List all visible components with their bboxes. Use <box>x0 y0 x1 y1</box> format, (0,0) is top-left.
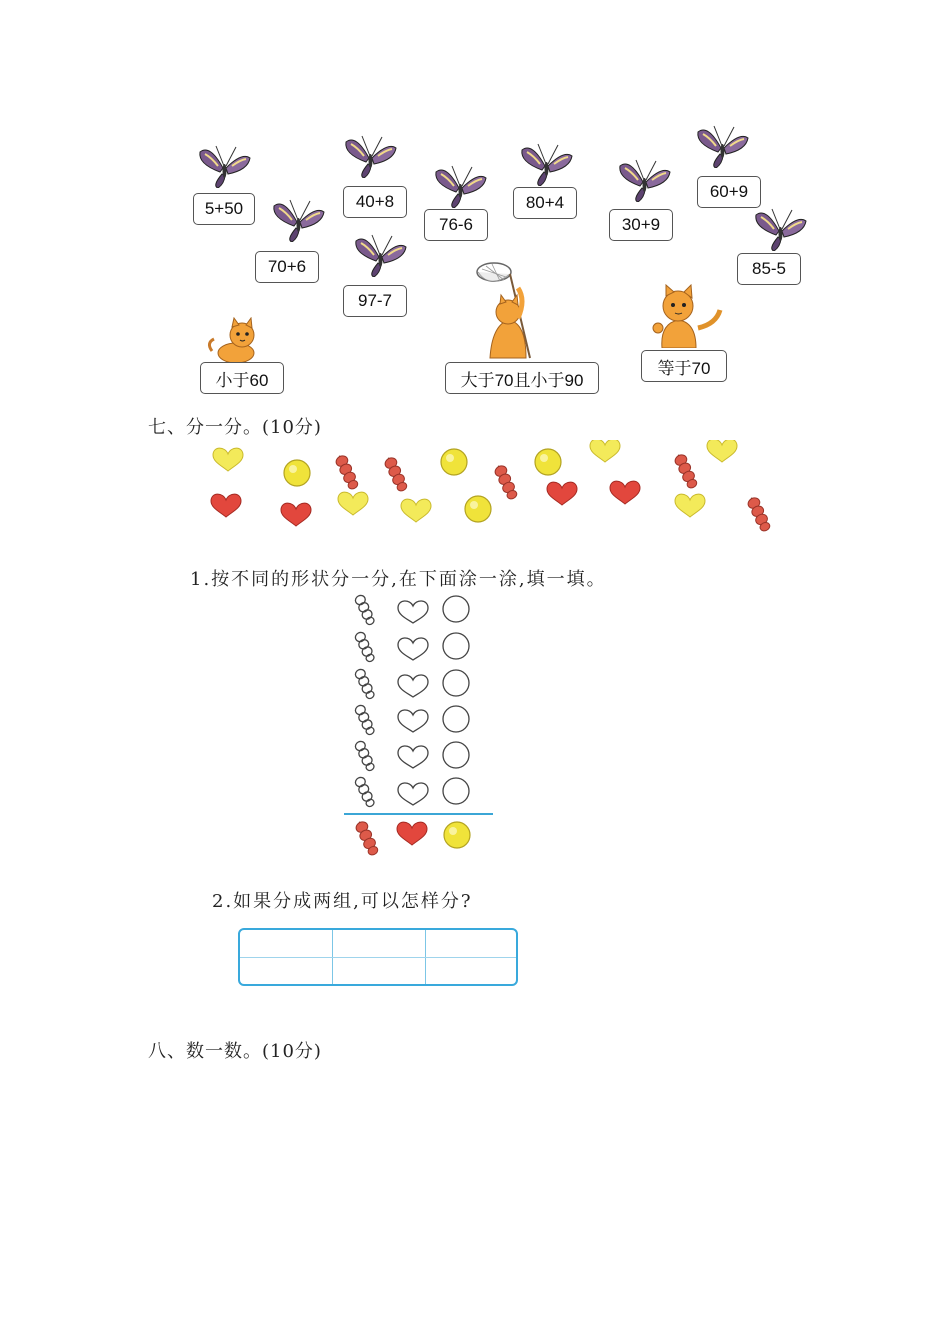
cat-with-net-icon <box>470 260 540 360</box>
butterfly-label: 30+9 <box>609 209 673 241</box>
tally-grid[interactable] <box>340 592 500 812</box>
answer-table[interactable] <box>238 928 518 986</box>
heart-icon <box>401 499 431 522</box>
heart-icon <box>547 482 577 505</box>
section-7-title: 七、分一分。(10分) <box>148 417 322 438</box>
bead-stick-icon <box>673 452 699 490</box>
question-1: 1.按不同的形状分一分,在下面涂一涂,填一填。 <box>190 569 607 590</box>
heart-icon <box>675 494 705 517</box>
bead-stick-icon <box>354 819 380 857</box>
ball-icon <box>444 822 470 848</box>
butterfly-label: 97-7 <box>343 285 407 317</box>
butterfly-label: 5+50 <box>193 193 255 225</box>
bead-stick-icon <box>746 495 772 533</box>
butterfly-icon <box>352 233 408 277</box>
butterfly-icon <box>270 198 326 242</box>
butterfly-label: 60+9 <box>697 176 761 208</box>
heart-icon <box>590 440 620 462</box>
butterfly-label: 80+4 <box>513 187 577 219</box>
butterfly-label: 85-5 <box>737 253 801 285</box>
cat-label: 等于70 <box>641 350 727 382</box>
butterfly-icon <box>752 207 808 251</box>
bead-stick-icon <box>383 455 409 493</box>
butterfly-label: 40+8 <box>343 186 407 218</box>
heart-icon <box>213 448 243 471</box>
question-2: 2.如果分成两组,可以怎样分? <box>212 891 473 912</box>
heart-icon <box>281 503 311 526</box>
cat-label: 大于70且小于90 <box>445 362 599 394</box>
bead-stick-icon <box>493 463 519 501</box>
ball-icon <box>465 496 491 522</box>
butterfly-icon <box>196 144 252 188</box>
section-8-title: 八、数一数。(10分) <box>148 1041 322 1062</box>
butterfly-label: 70+6 <box>255 251 319 283</box>
scattered-shapes <box>0 440 950 540</box>
heart-icon <box>707 440 737 462</box>
butterfly-icon <box>342 134 398 178</box>
cat-icon <box>644 284 724 348</box>
butterfly-label: 76-6 <box>424 209 488 241</box>
ball-icon <box>535 449 561 475</box>
ball-icon <box>441 449 467 475</box>
bead-stick-icon <box>334 453 360 491</box>
heart-icon <box>397 822 427 845</box>
butterfly-icon <box>694 124 750 168</box>
butterfly-icon <box>518 142 574 186</box>
cat-label: 小于60 <box>200 362 284 394</box>
cat-icon <box>206 317 268 365</box>
butterfly-icon <box>616 158 672 202</box>
heart-icon <box>610 481 640 504</box>
tally-legend <box>340 815 500 860</box>
butterfly-icon <box>432 164 488 208</box>
heart-icon <box>211 494 241 517</box>
heart-icon <box>338 492 368 515</box>
ball-icon <box>284 460 310 486</box>
